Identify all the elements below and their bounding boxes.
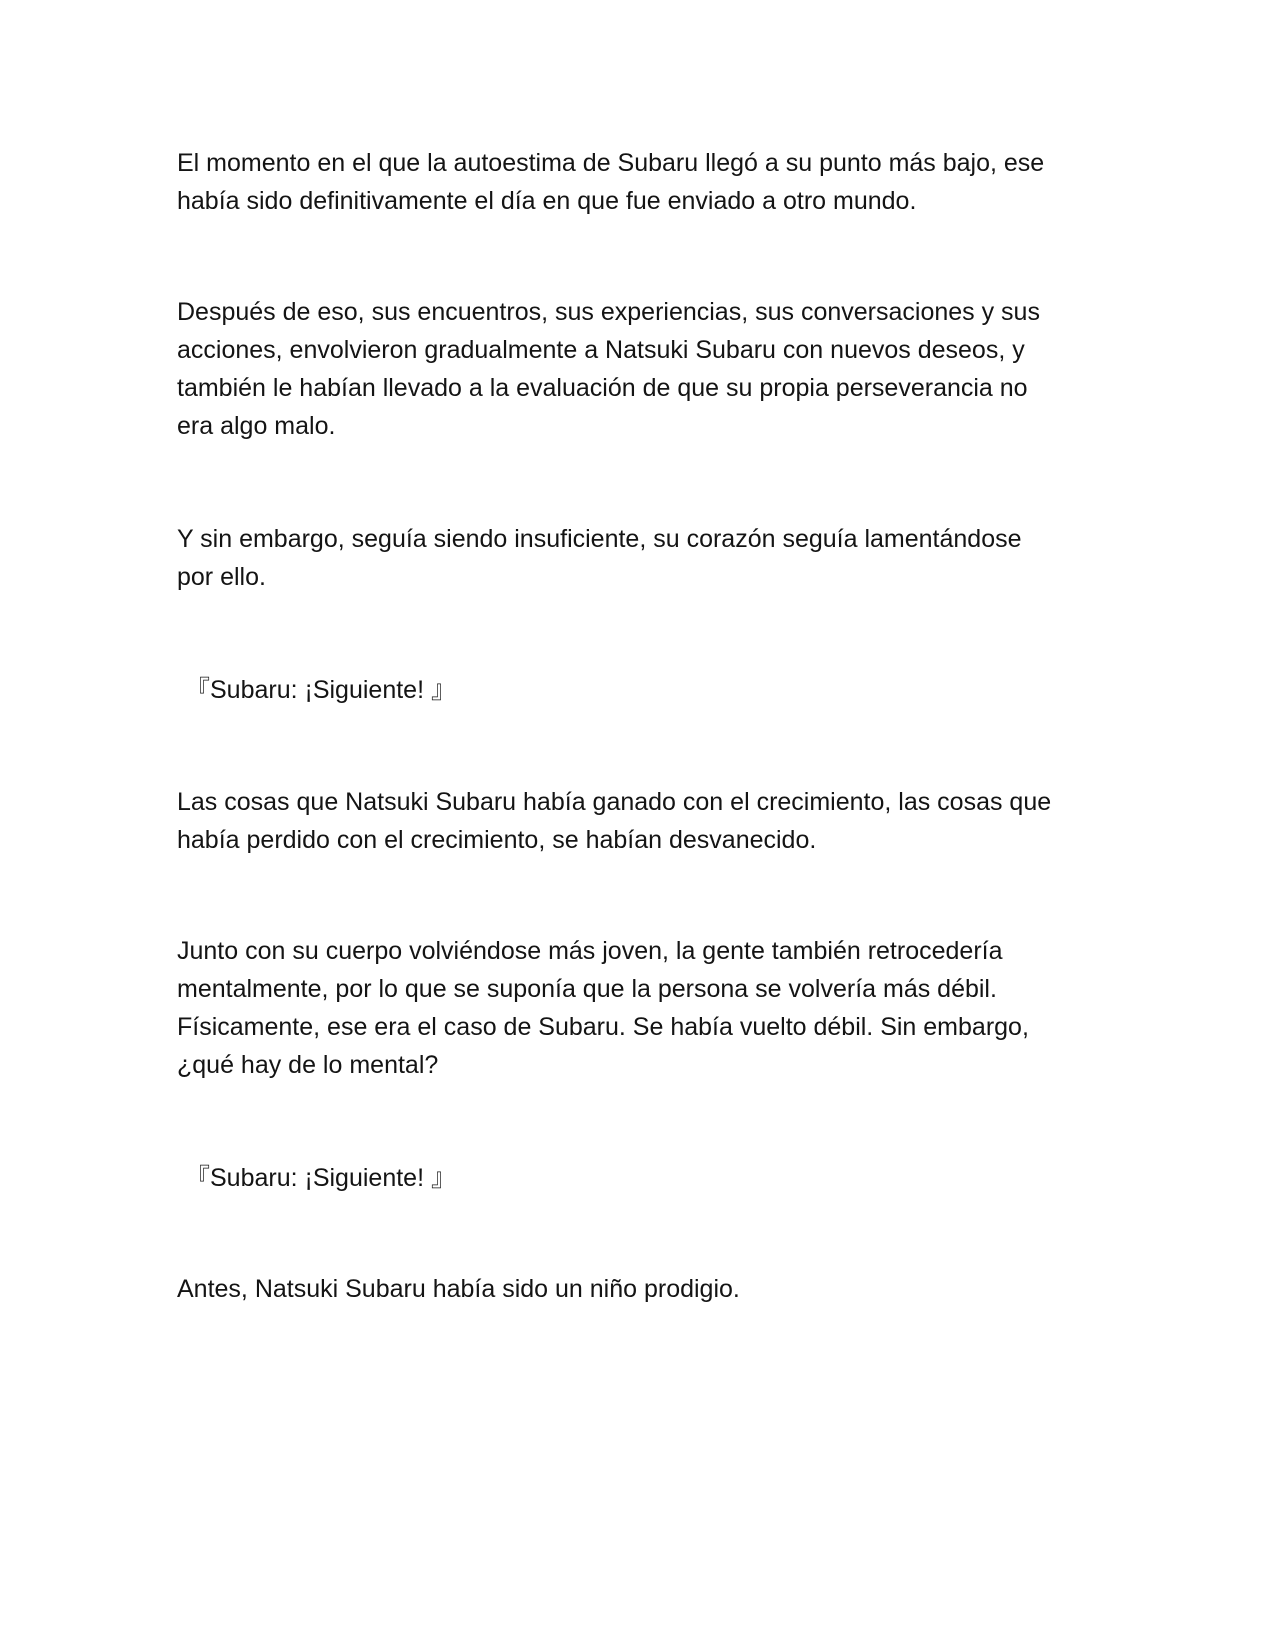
- paragraph-line: era algo malo.: [177, 412, 336, 440]
- dialogue-line-1: [185, 671, 1115, 709]
- paragraph-line: ¿qué hay de lo mental?: [177, 1051, 439, 1079]
- paragraph-line: El momento en el que la autoestima de Subaru llegó a su punto más bajo, ese: [177, 149, 1045, 177]
- paragraph-line: Y sin embargo, seguía siendo insuficiente, su corazón seguía lamentándose: [177, 525, 1022, 553]
- paragraph-line: había perdido con el crecimiento, se habían desvanecido.: [177, 826, 817, 854]
- paragraph-line: también le habían llevado a la evaluación de que su propia perseverancia no: [177, 374, 1028, 402]
- paragraph-line: por ello.: [177, 563, 266, 591]
- paragraph-line: 『Subaru: ¡Siguiente! 』: [185, 676, 456, 704]
- paragraph-line: Junto con su cuerpo volviéndose más joven, la gente también retrocedería: [177, 937, 1003, 965]
- paragraph-line: Después de eso, sus encuentros, sus experiencias, sus conversaciones y sus: [177, 298, 1040, 326]
- dialogue-line-2: [185, 1159, 1115, 1197]
- paragraph-line: acciones, envolvieron gradualmente a Natsuki Subaru con nuevos deseos, y: [177, 336, 1025, 364]
- paragraph-1: [177, 144, 1107, 220]
- paragraph-line: Físicamente, ese era el caso de Subaru. Se había vuelto débil. Sin embargo,: [177, 1013, 1029, 1041]
- paragraph-4: [177, 783, 1107, 859]
- paragraph-line: Antes, Natsuki Subaru había sido un niño prodigio.: [177, 1275, 740, 1303]
- paragraph-line: Las cosas que Natsuki Subaru había ganado con el crecimiento, las cosas que: [177, 788, 1052, 816]
- paragraph-line: había sido definitivamente el día en que fue enviado a otro mundo.: [177, 187, 917, 215]
- paragraph-3: [177, 520, 1107, 596]
- paragraph-line: mentalmente, por lo que se suponía que la persona se volvería más débil.: [177, 975, 997, 1003]
- paragraph-5: [177, 932, 1107, 1084]
- paragraph-6: [177, 1270, 1107, 1308]
- paragraph-2: [177, 293, 1107, 445]
- paragraph-line: 『Subaru: ¡Siguiente! 』: [185, 1164, 456, 1192]
